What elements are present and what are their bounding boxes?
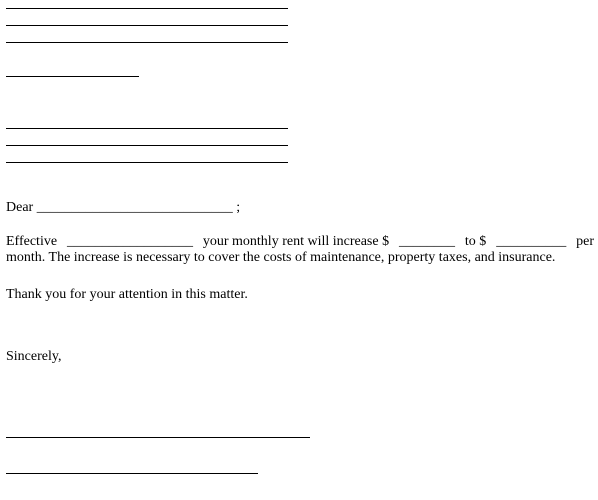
tenant-address-line[interactable] (6, 145, 288, 146)
new-rent-blank[interactable]: __________ (496, 234, 567, 249)
phrase-rent-increase: your monthly rent will increase $ (202, 234, 390, 249)
effective-date-blank[interactable]: __________________ (66, 234, 193, 249)
landlord-city-line[interactable] (6, 42, 288, 43)
printed-name-line[interactable] (6, 473, 258, 474)
paragraph-line-2: month. The increase is necessary to cover the costs of maintenance, property taxes, and insurance. (6, 250, 556, 265)
signature-line[interactable] (6, 437, 310, 438)
word-per: per (576, 234, 594, 249)
salutation: Dear ____________________________ ; (6, 200, 241, 215)
paragraph-line-1 (6, 234, 594, 250)
word-effective: Effective (6, 234, 58, 249)
thanks-line: Thank you for your attention in this matter. (6, 287, 248, 302)
landlord-name-line[interactable] (6, 8, 288, 9)
phrase-to: to $ (464, 234, 487, 249)
tenant-city-line[interactable] (6, 162, 288, 163)
closing: Sincerely, (6, 349, 62, 364)
landlord-address-line[interactable] (6, 25, 288, 26)
tenant-name-line[interactable] (6, 128, 288, 129)
rent-increase-paragraph (6, 234, 594, 266)
date-line[interactable] (6, 76, 139, 77)
current-rent-blank[interactable]: ________ (399, 234, 455, 249)
